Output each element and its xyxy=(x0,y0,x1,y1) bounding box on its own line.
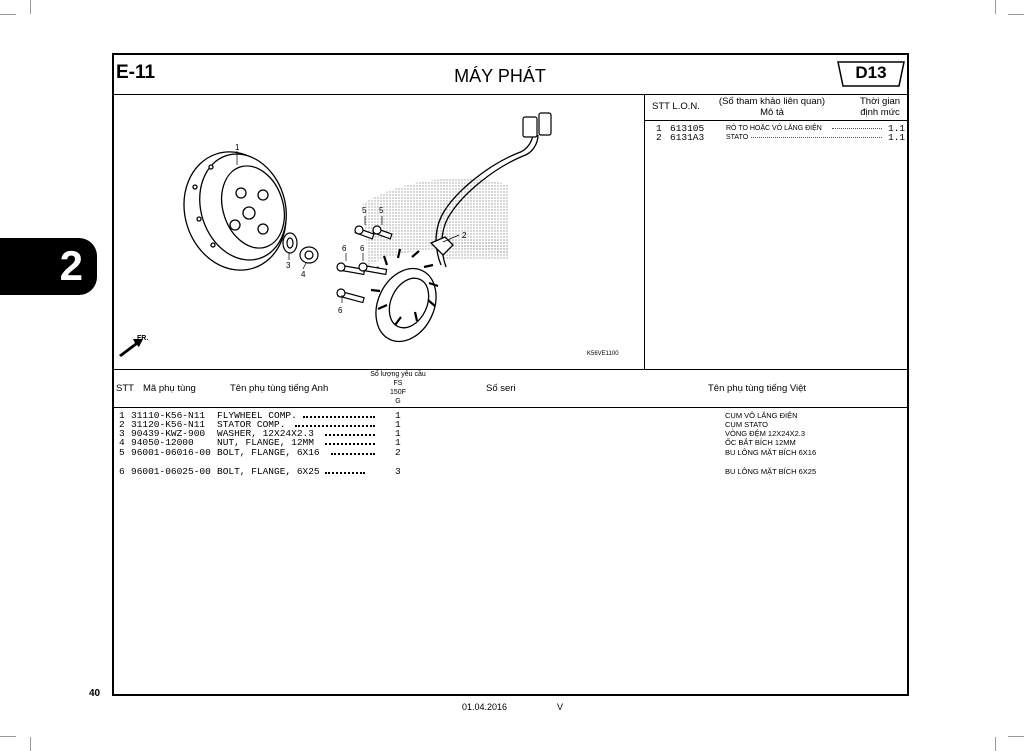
divider xyxy=(113,369,908,370)
flange-nut xyxy=(300,247,318,263)
generator-exploded-diagram xyxy=(113,95,644,369)
lon-row-time: 1.1 xyxy=(888,132,906,143)
table-row xyxy=(119,448,899,458)
col-quantity: Số lượng yêu cầu FS 150F G xyxy=(370,371,426,405)
row-name-vietnamese: ỐC BẮT BÍCH 12MM xyxy=(725,438,796,447)
divider xyxy=(113,407,908,408)
lon-row-code: 6131A3 xyxy=(670,132,705,143)
row-quantity: 1 xyxy=(395,419,401,430)
col-name-vietnamese: Tên phụ tùng tiếng Việt xyxy=(708,383,807,394)
row-name-vietnamese: BU LÔNG MẶT BÍCH 6X16 xyxy=(725,448,817,457)
row-part-number: 94050-12000 xyxy=(131,437,194,448)
crop-mark xyxy=(30,0,31,14)
callout-label: 2 xyxy=(462,231,467,240)
model-badge-label: D13 xyxy=(855,63,887,82)
row-stt: 6 xyxy=(119,466,125,477)
callout-label: 6 xyxy=(342,244,347,253)
row-stt: 3 xyxy=(119,428,125,439)
page-title: MÁY PHÁT xyxy=(454,66,546,86)
row-name-english: STATOR COMP. xyxy=(217,419,286,430)
model-badge xyxy=(836,60,906,88)
connector xyxy=(523,113,551,137)
row-quantity: 1 xyxy=(395,428,401,439)
crop-mark xyxy=(0,736,16,737)
row-part-number: 31120-K56-N11 xyxy=(131,419,206,430)
row-part-number: 90439-KWZ-900 xyxy=(131,428,206,439)
direction-label: FR. xyxy=(137,335,149,342)
row-stt: 5 xyxy=(119,447,125,458)
crop-mark xyxy=(1008,14,1024,15)
lon-col-time: Thời gian định mức xyxy=(859,96,901,118)
lon-row-desc: STATO xyxy=(726,134,749,141)
crop-mark xyxy=(995,0,996,14)
row-name-vietnamese: VÒNG ĐỆM 12X24X2.3 xyxy=(725,429,806,438)
row-name-vietnamese: CỤM STATO xyxy=(725,420,768,429)
crop-mark xyxy=(1008,736,1024,737)
col-serial: Số seri xyxy=(486,383,516,394)
lon-row-desc: RÔ TO HOẶC VÔ LĂNG ĐIỆN xyxy=(726,125,822,132)
version-label: V xyxy=(557,702,564,712)
table-row xyxy=(119,467,899,477)
lon-row-stt: 1 xyxy=(656,123,662,134)
lon-row-stt: 2 xyxy=(656,132,662,143)
row-name-english: BOLT, FLANGE, 6X16 xyxy=(217,447,320,458)
row-name-english: BOLT, FLANGE, 6X25 xyxy=(217,466,320,477)
row-part-number: 96001-06016-00 xyxy=(131,447,211,458)
chapter-tab xyxy=(0,238,97,295)
row-part-number: 31110-K56-N11 xyxy=(131,410,206,421)
row-name-english: WASHER, 12X24X2.3 xyxy=(217,428,314,439)
washer xyxy=(283,233,297,253)
flywheel-rotor xyxy=(169,138,301,283)
diagram-ref-code: K56VE1100 xyxy=(587,351,619,357)
callout-label: 3 xyxy=(286,261,291,270)
stator-coil xyxy=(365,249,448,351)
callout-label: 6 xyxy=(360,244,365,253)
lon-row-time: 1.1 xyxy=(888,123,906,134)
divider xyxy=(644,95,645,369)
row-name-vietnamese: CỤM VÔ LĂNG ĐIỆN xyxy=(725,411,798,420)
page-number: 40 xyxy=(89,688,101,699)
col-name-english: Tên phụ tùng tiếng Anh xyxy=(230,383,329,394)
col-stt: STT xyxy=(116,383,134,394)
crop-mark xyxy=(30,737,31,751)
crop-mark xyxy=(0,14,16,15)
row-stt: 2 xyxy=(119,419,125,430)
lon-row-code: 613105 xyxy=(670,123,705,134)
crop-mark xyxy=(995,737,996,751)
callout-label: 5 xyxy=(362,206,367,215)
honda-wing-logo xyxy=(363,178,508,265)
callout-label: 5 xyxy=(379,206,384,215)
row-name-english: FLYWHEEL COMP. xyxy=(217,410,297,421)
callout-label: 4 xyxy=(301,270,306,279)
callout-label: 6 xyxy=(338,306,343,315)
divider xyxy=(645,120,908,121)
row-quantity: 1 xyxy=(395,410,401,421)
print-date: 01.04.2016 xyxy=(462,702,508,712)
row-part-number: 96001-06025-00 xyxy=(131,466,211,477)
row-quantity: 2 xyxy=(395,447,401,458)
section-code: E-11 xyxy=(116,62,156,83)
row-name-vietnamese: BU LÔNG MẶT BÍCH 6X25 xyxy=(725,467,817,476)
row-name-english: NUT, FLANGE, 12MM xyxy=(217,437,314,448)
row-quantity: 3 xyxy=(395,466,401,477)
row-stt: 1 xyxy=(119,410,125,421)
row-stt: 4 xyxy=(119,437,125,448)
col-part-number: Mã phụ tùng xyxy=(143,383,196,394)
lon-col-desc: (Số tham khảo liên quan) Mô tả xyxy=(718,96,826,118)
row-quantity: 1 xyxy=(395,437,401,448)
callout-label: 1 xyxy=(235,143,240,152)
lon-col-stt-lon: STT L.O.N. xyxy=(652,101,700,112)
chapter-number: 2 xyxy=(59,242,83,289)
